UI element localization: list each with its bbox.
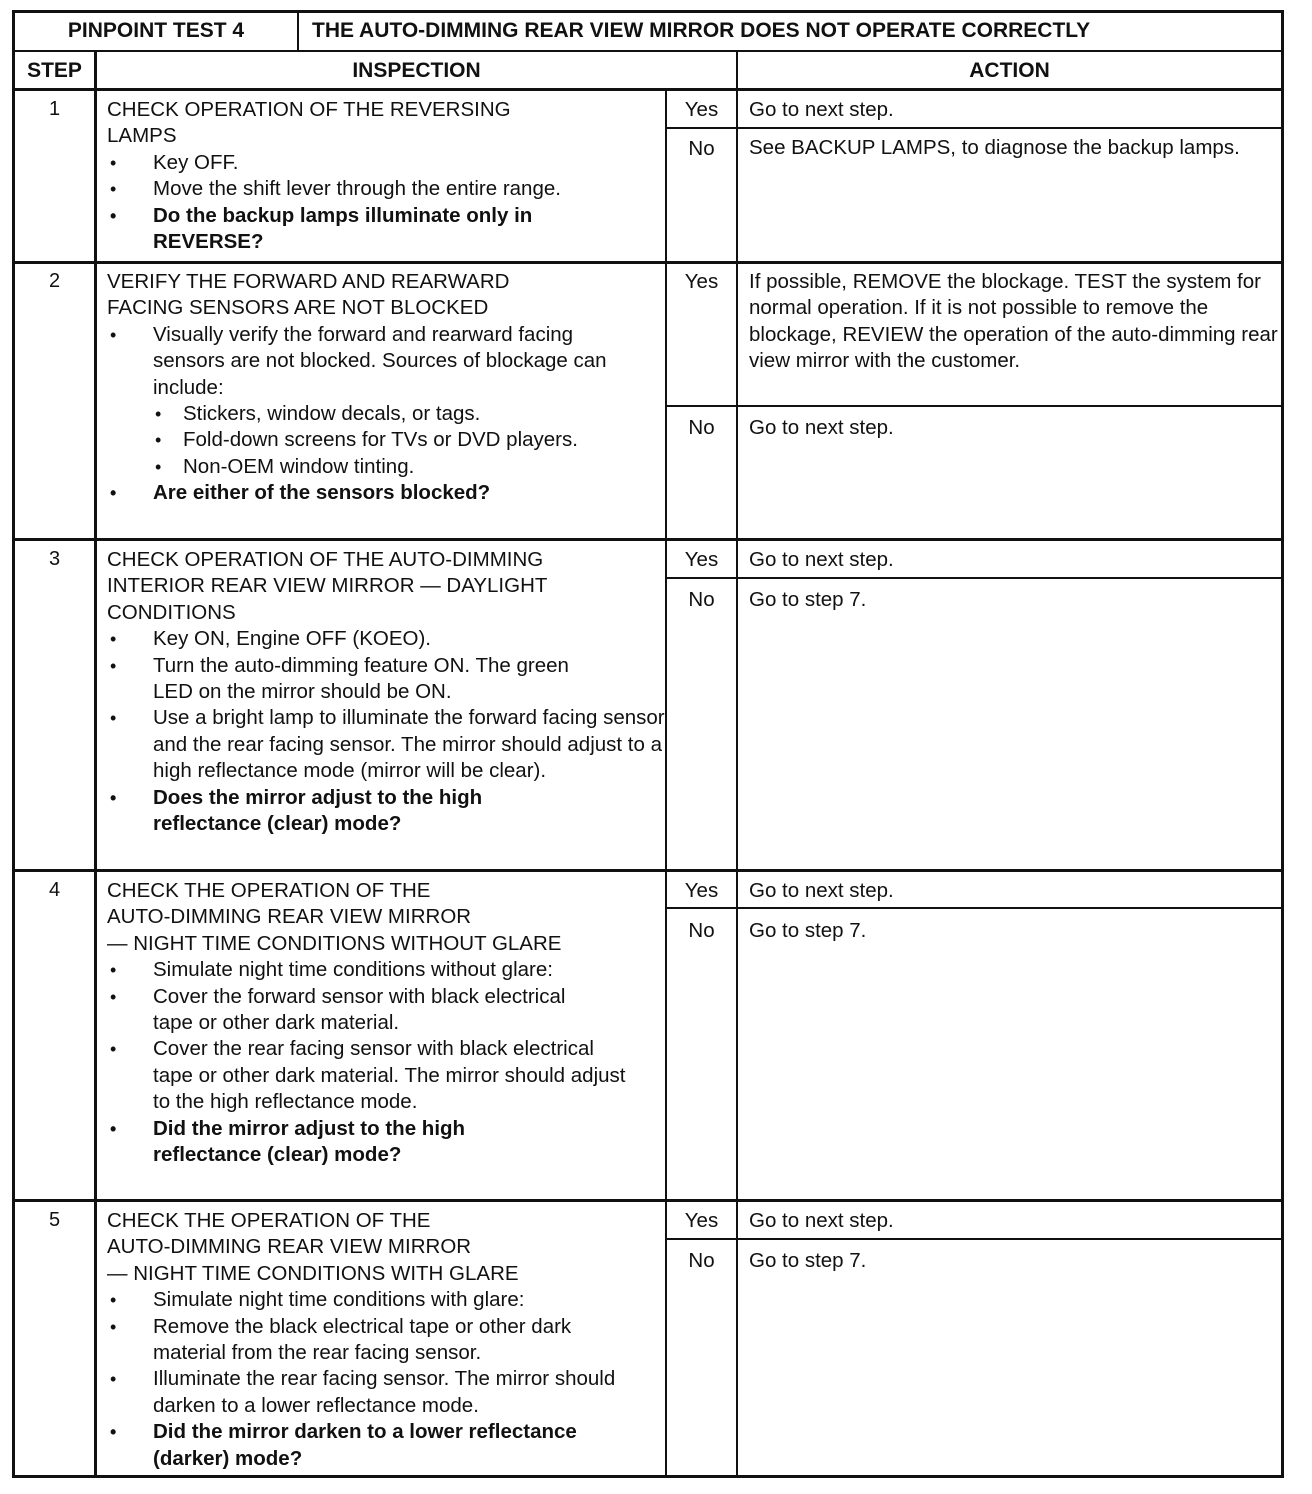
step-number: 5: [48, 1209, 61, 1231]
bullet-item: • Turn the auto-dimming feature ON. The green LED on the mirror should be ON.: [107, 653, 667, 706]
step-number: 3: [48, 548, 61, 570]
inspection-cell: [107, 878, 667, 1168]
yes-label: Yes: [684, 548, 719, 571]
step-title-line: VERIFY THE FORWARD AND REARWARD: [107, 270, 510, 293]
question-item: • Does the mirror adjust to the high reflectance (clear) mode?: [107, 785, 667, 838]
bullet-item: • Illuminate the rear facing sensor. The mirror should darken to a lower reflectance mode.: [107, 1366, 667, 1419]
yes-action: Go to next step.: [749, 1209, 894, 1232]
question-item: • Did the mirror adjust to the high reflectance (clear) mode?: [107, 1116, 667, 1169]
step-number: 1: [48, 98, 61, 120]
inspection-cell: [107, 1208, 667, 1472]
yes-label: Yes: [684, 270, 719, 293]
question-item: • Are either of the sensors blocked?: [107, 480, 667, 506]
step-title-line: CONDITIONS: [107, 600, 236, 624]
step-title-line: CHECK THE OPERATION OF THE: [107, 879, 431, 902]
no-action: Go to next step.: [749, 416, 894, 439]
question-item: • Do the backup lamps illuminate only in REVERSE?: [107, 203, 667, 256]
step-title-line: AUTO-DIMMING REAR VIEW MIRROR: [107, 1235, 472, 1259]
bullet-item: • Simulate night time conditions without glare:: [107, 957, 667, 983]
step-title-line: CHECK OPERATION OF THE REVERSING: [107, 98, 511, 121]
inspection-cell: [107, 97, 667, 255]
no-label: No: [688, 919, 715, 942]
bullet-item: • Key ON, Engine OFF (KOEO).: [107, 626, 667, 652]
yes-label: Yes: [684, 1209, 719, 1232]
sub-bullet-item: • Fold-down screens for TVs or DVD players.: [107, 427, 667, 453]
yes-action: Go to next step.: [749, 548, 894, 571]
step-number: 4: [48, 879, 61, 901]
bullet-item: • Cover the forward sensor with black electrical tape or other dark material.: [107, 984, 667, 1037]
column-header-inspection: INSPECTION: [352, 59, 481, 82]
step-number: 2: [48, 270, 61, 292]
bullet-item: • Visually verify the forward and rearward facing sensors are not blocked. Sources of blockage can include:: [107, 322, 667, 401]
yes-label: Yes: [684, 98, 719, 121]
bullet-item: • Move the shift lever through the entire range.: [107, 176, 667, 202]
pinpoint-test-title: THE AUTO-DIMMING REAR VIEW MIRROR DOES NOT OPERATE CORRECTLY: [312, 19, 1091, 42]
no-action: Go to step 7.: [749, 1249, 867, 1272]
bullet-item: • Remove the black electrical tape or other dark material from the rear facing sensor.: [107, 1314, 667, 1367]
yes-label: Yes: [684, 879, 719, 902]
bullet-item: • Simulate night time conditions with glare:: [107, 1287, 667, 1313]
no-action: Go to step 7.: [749, 919, 867, 942]
sub-bullet-item: • Stickers, window decals, or tags.: [107, 401, 667, 427]
no-label: No: [688, 416, 715, 439]
yes-action: Go to next step.: [749, 879, 894, 902]
no-label: No: [688, 137, 715, 160]
column-header-step: STEP: [27, 59, 82, 82]
question-item: • Did the mirror darken to a lower reflectance (darker) mode?: [107, 1419, 667, 1472]
step-title-line: AUTO-DIMMING REAR VIEW MIRROR: [107, 905, 472, 929]
yes-action: Go to next step.: [749, 98, 894, 121]
step-title-line: CHECK OPERATION OF THE AUTO-DIMMING: [107, 548, 544, 571]
column-header-action: ACTION: [969, 59, 1050, 82]
inspection-cell: [107, 547, 667, 837]
no-label: No: [688, 588, 715, 611]
bullet-item: • Use a bright lamp to illuminate the forward facing sensor and the rear facing sensor. The mirror should adjust to a high reflectance mode (mirror will be clear).: [107, 705, 667, 784]
step-title-line: INTERIOR REAR VIEW MIRROR — DAYLIGHT: [107, 574, 548, 598]
bullet-item: • Key OFF.: [107, 150, 667, 176]
step-title-line: — NIGHT TIME CONDITIONS WITH GLARE: [107, 1261, 519, 1285]
step-title-line: CHECK THE OPERATION OF THE: [107, 1209, 431, 1232]
yes-action: If possible, REMOVE the blockage. TEST the system for normal operation. If it is not possible to remove the blockage, REVIEW the operation of the auto-dimming rear view mirror with the customer.: [749, 270, 1278, 373]
step-title-line: FACING SENSORS ARE NOT BLOCKED: [107, 296, 489, 320]
no-action: See BACKUP LAMPS, to diagnose the backup lamps.: [749, 136, 1240, 159]
sub-bullet-item: • Non-OEM window tinting.: [107, 454, 667, 480]
pinpoint-test-label: PINPOINT TEST 4: [67, 19, 245, 42]
no-action: Go to step 7.: [749, 588, 867, 611]
step-title-line: — NIGHT TIME CONDITIONS WITHOUT GLARE: [107, 931, 562, 955]
bullet-item: • Cover the rear facing sensor with black electrical tape or other dark material. The mirror should adjust to the high reflectance mode.: [107, 1036, 667, 1115]
no-label: No: [688, 1249, 715, 1272]
step-title-line: LAMPS: [107, 124, 177, 148]
inspection-cell: [107, 269, 667, 507]
